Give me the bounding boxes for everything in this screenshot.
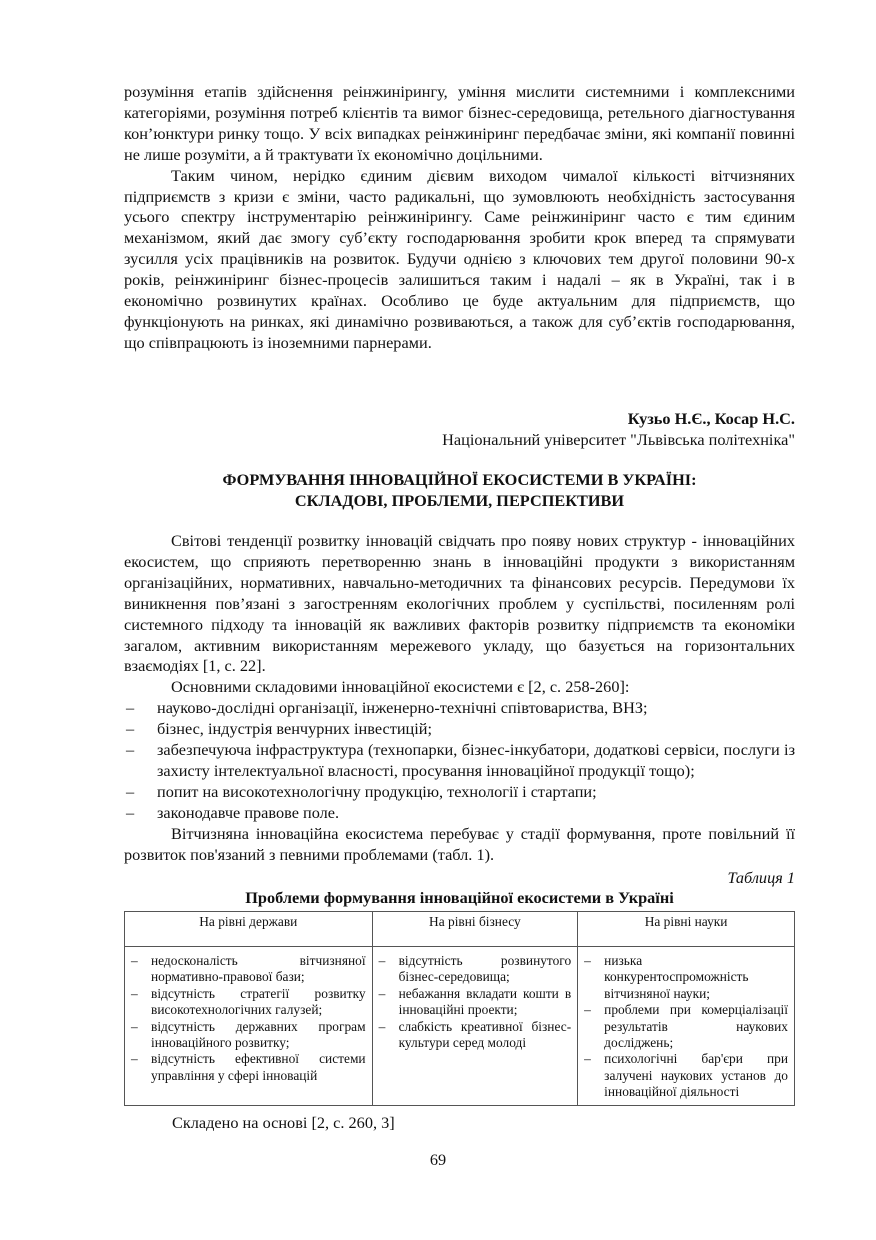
- table-header-row: [125, 912, 795, 947]
- affiliation: Національний університет "Львівська політехніка": [442, 430, 795, 449]
- table-caption: Таблиця 1: [727, 867, 795, 887]
- problems-table: [124, 911, 795, 1106]
- components-lead: Основними складовими інноваційної екосистеми є [2, с. 258-260]:: [171, 677, 630, 697]
- dash-bullet: –: [126, 781, 135, 801]
- table-title: Проблеми формування інноваційної екосистеми в Україні: [245, 888, 674, 907]
- table-source-note: Складено на основі [2, с. 260, 3]: [172, 1113, 395, 1132]
- list-item: – проблеми при комерціалізації результатів наукових досліджень;: [584, 1002, 788, 1051]
- table-cell-business: [372, 947, 578, 1106]
- table-row: [125, 947, 795, 1106]
- dash-bullet: –: [126, 698, 135, 718]
- dash-bullet: –: [126, 802, 135, 822]
- list-item: – низька конкурентоспроможність вітчизняної науки;: [584, 953, 749, 1001]
- list-item: – відсутність розвинутого бізнес-середовища;: [378, 953, 572, 985]
- list-item: – недосконаліcть вітчизняної нормативно-правової бази;: [131, 953, 366, 985]
- paragraph: розуміння етапів здійснення реінжинірингу, уміння мислити системними і комплексними категоріями, розуміння потреб клієнтів та вимог бізнес-середовища, ретельного діагностування кон’юнктури ринку тощо. У всіх випадках реінжиніринг передбачає зміни, які компанії повинні не лише розуміти, а й трактувати їх економічно доцільними.: [124, 82, 795, 164]
- dash-bullet: –: [126, 719, 135, 739]
- list-item: – відсутність стратегії розвитку високотехнологічних галузей;: [131, 985, 366, 1018]
- column-header: На рівні держави: [125, 912, 373, 947]
- dash-bullet: –: [126, 740, 135, 760]
- list-item: – законодавче правове поле.: [126, 802, 340, 822]
- table-cell-science: [578, 947, 795, 1106]
- paragraph: Таким чином, нерідко єдиним дієвим виходом чималої кількості вітчизняних підприємств з кризи є зміни, часто радикальні, що зумовлюють необхідність застосування усього спектру інструментарію реінжинірингу. Саме реінжиніринг часто є тим єдиним механізмом, який дає змогу суб’єкту господарювання зробити крок вперед та спрямувати зусилля усіх працівників на розвиток. Будучи однією з ключових тем другої половини 90-х років, реінжиніринг бізнес-процесів залишиться таким і надалі – як в Україні, так і в економічно розвинутих країнах. Особливо це буде актуальним для підприємств, що функціонують на ринках, які динамічно розвиваються, а також для суб’єктів господарювання, що співпрацюють із іноземними парнерами.: [124, 165, 795, 352]
- article-byline: [124, 408, 795, 450]
- list-item: – небажання вкладати кошти в інноваційні проекти;: [378, 985, 572, 1018]
- column-header: На рівні науки: [578, 912, 795, 947]
- table-cell-state: [125, 947, 373, 1106]
- components-list: [124, 698, 795, 823]
- article-title: [124, 470, 795, 511]
- article-title-line: СКЛАДОВІ, ПРОБЛЕМИ, ПЕРСПЕКТИВИ: [294, 490, 625, 510]
- list-item: – відсутність ефективної системи управління у сфері інновацій: [131, 1051, 366, 1083]
- list-item: – науково-дослідні організації, інженерно-технічні співтовариства, ВНЗ;: [126, 698, 648, 718]
- previous-article-text: [124, 82, 795, 354]
- list-item: – попит на високотехнологічну продукцію, технології і стартапи;: [126, 781, 597, 801]
- page-number: 69: [429, 1150, 447, 1169]
- authors: Кузьо Н.Є., Косар Н.С.: [627, 409, 795, 428]
- list-item: – бізнес, індустрія венчурних інвестицій;: [126, 719, 433, 739]
- article-body: [124, 531, 795, 909]
- list-item: – психологічні бар'єри при залучені наукових установ до інноваційної діяльності: [584, 1051, 788, 1100]
- list-item: – слабкість креативної бізнес-культури серед молоді: [378, 1018, 572, 1051]
- column-header: На рівні бізнесу: [372, 912, 578, 947]
- article-title-line: ФОРМУВАННЯ ІННОВАЦІЙНОЇ ЕКОСИСТЕМИ В УКРАЇНІ:: [222, 470, 697, 489]
- domestic-paragraph: Вітчизняна інноваційна екосистема перебуває у стадії формування, проте повільний її розвиток пов'язаний з певними проблемами (табл. 1).: [124, 823, 795, 864]
- list-item: – забезпечуюча інфраструктура (технопарки, бізнес-інкубатори, додаткові сервіси, послуги із захисту інтелектуальної власності, просування інноваційної продукції тощо);: [126, 740, 795, 780]
- intro-paragraph: Світові тенденції розвитку інновацій свідчать про появу нових структур - інноваційних екосистем, що сприяють перетворенню знань в інноваційні продукти з використанням організаційних, нормативних, навчально-методичних та фінансових ресурсів. Передумови їх виникнення пов’язані з загостренням екологічних проблем у суспільстві, посиленням ролі системного підходу та інновацій як важливих факторів розвитку підприємств та економіки загалом, активним використанням мережевого укладу, що базується на горизонтальних взаємодіях [1, с. 22].: [124, 531, 795, 676]
- list-item: – відсутність державних програм інноваційного розвитку;: [131, 1018, 366, 1051]
